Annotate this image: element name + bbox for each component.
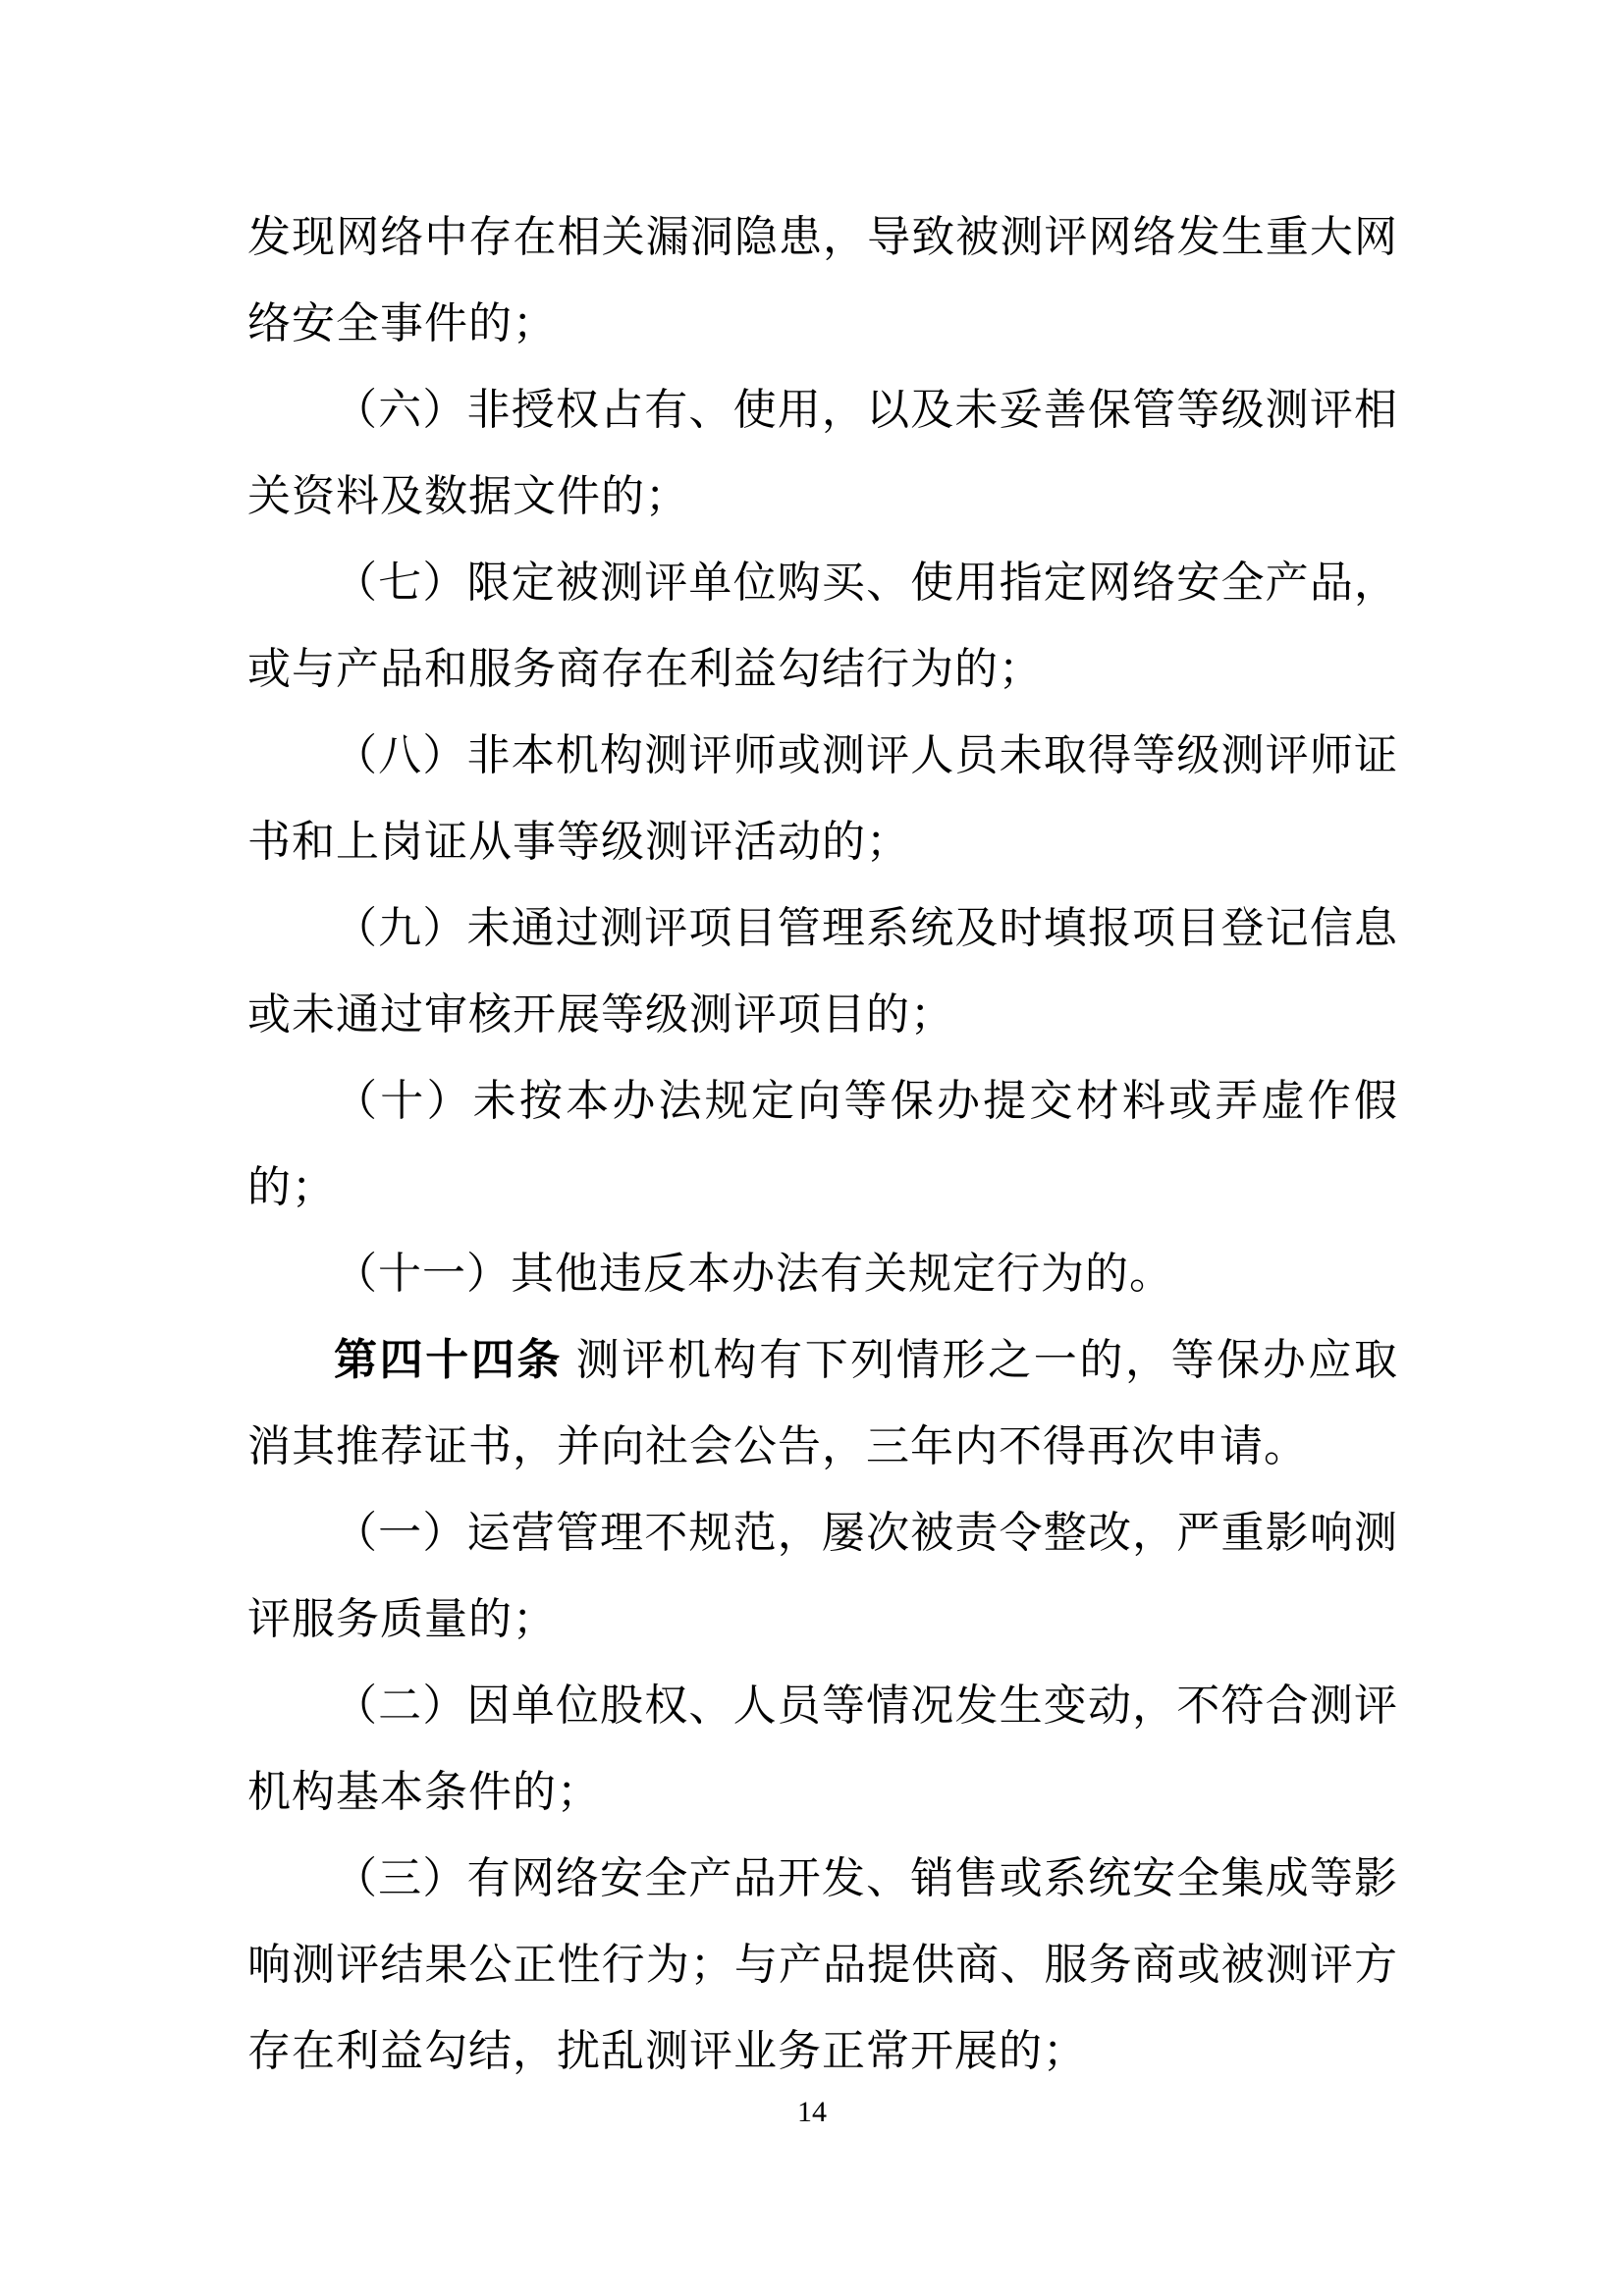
text-run: （八）非本机构测评师或测评人员未取得等级测评师证书和上岗证从事等级测评活动的； — [247, 731, 1398, 866]
paragraph — [247, 1231, 1398, 1317]
text-run: （九）未通过测评项目管理系统及时填报项目登记信息或未通过审核开展等级测评项目的； — [247, 904, 1398, 1039]
paragraph — [247, 885, 1398, 1058]
text-run: （三）有网络安全产品开发、销售或系统安全集成等影响测评结果公正性行为；与产品提供商、服务商或被测评方存在利益勾结，扰乱测评业务正常开展的； — [247, 1854, 1398, 2075]
paragraph — [247, 1836, 1398, 2095]
text-run: （七）限定被测评单位购买、使用指定网络安全产品，或与产品和服务商存在利益勾结行为的； — [247, 559, 1398, 693]
text-run: （六）非授权占有、使用，以及未妥善保管等级测评相关资料及数据文件的； — [247, 386, 1398, 520]
text-run: （十）未按本办法规定向等保办提交材料或弄虚作假的； — [247, 1077, 1398, 1211]
text-run: 发现网络中存在相关漏洞隐患，导致被测评网络发生重大网络安全事件的； — [247, 213, 1398, 347]
paragraph — [247, 540, 1398, 713]
paragraph — [247, 1058, 1398, 1231]
article-number-bold-run: 第四十四条 — [334, 1336, 564, 1384]
paragraph — [247, 367, 1398, 540]
paragraph — [247, 194, 1398, 367]
document-text-block — [247, 194, 1398, 2095]
paragraph — [247, 1490, 1398, 1663]
paragraph — [247, 1663, 1398, 1836]
text-run: （二）因单位股权、人员等情况发生变动，不符合测评机构基本条件的； — [247, 1682, 1398, 1816]
text-run: （十一）其他违反本办法有关规定行为的。 — [334, 1250, 1173, 1298]
text-run: （一）运营管理不规范，屡次被责令整改，严重影响测评服务质量的； — [247, 1509, 1398, 1643]
paragraph — [247, 713, 1398, 885]
text-run: 测评机构有下列情形之一的，等保办应取消其推荐证书，并向社会公告，三年内不得再次申请。 — [247, 1336, 1399, 1470]
page-number: 14 — [797, 2096, 827, 2128]
paragraph — [247, 1317, 1398, 1490]
